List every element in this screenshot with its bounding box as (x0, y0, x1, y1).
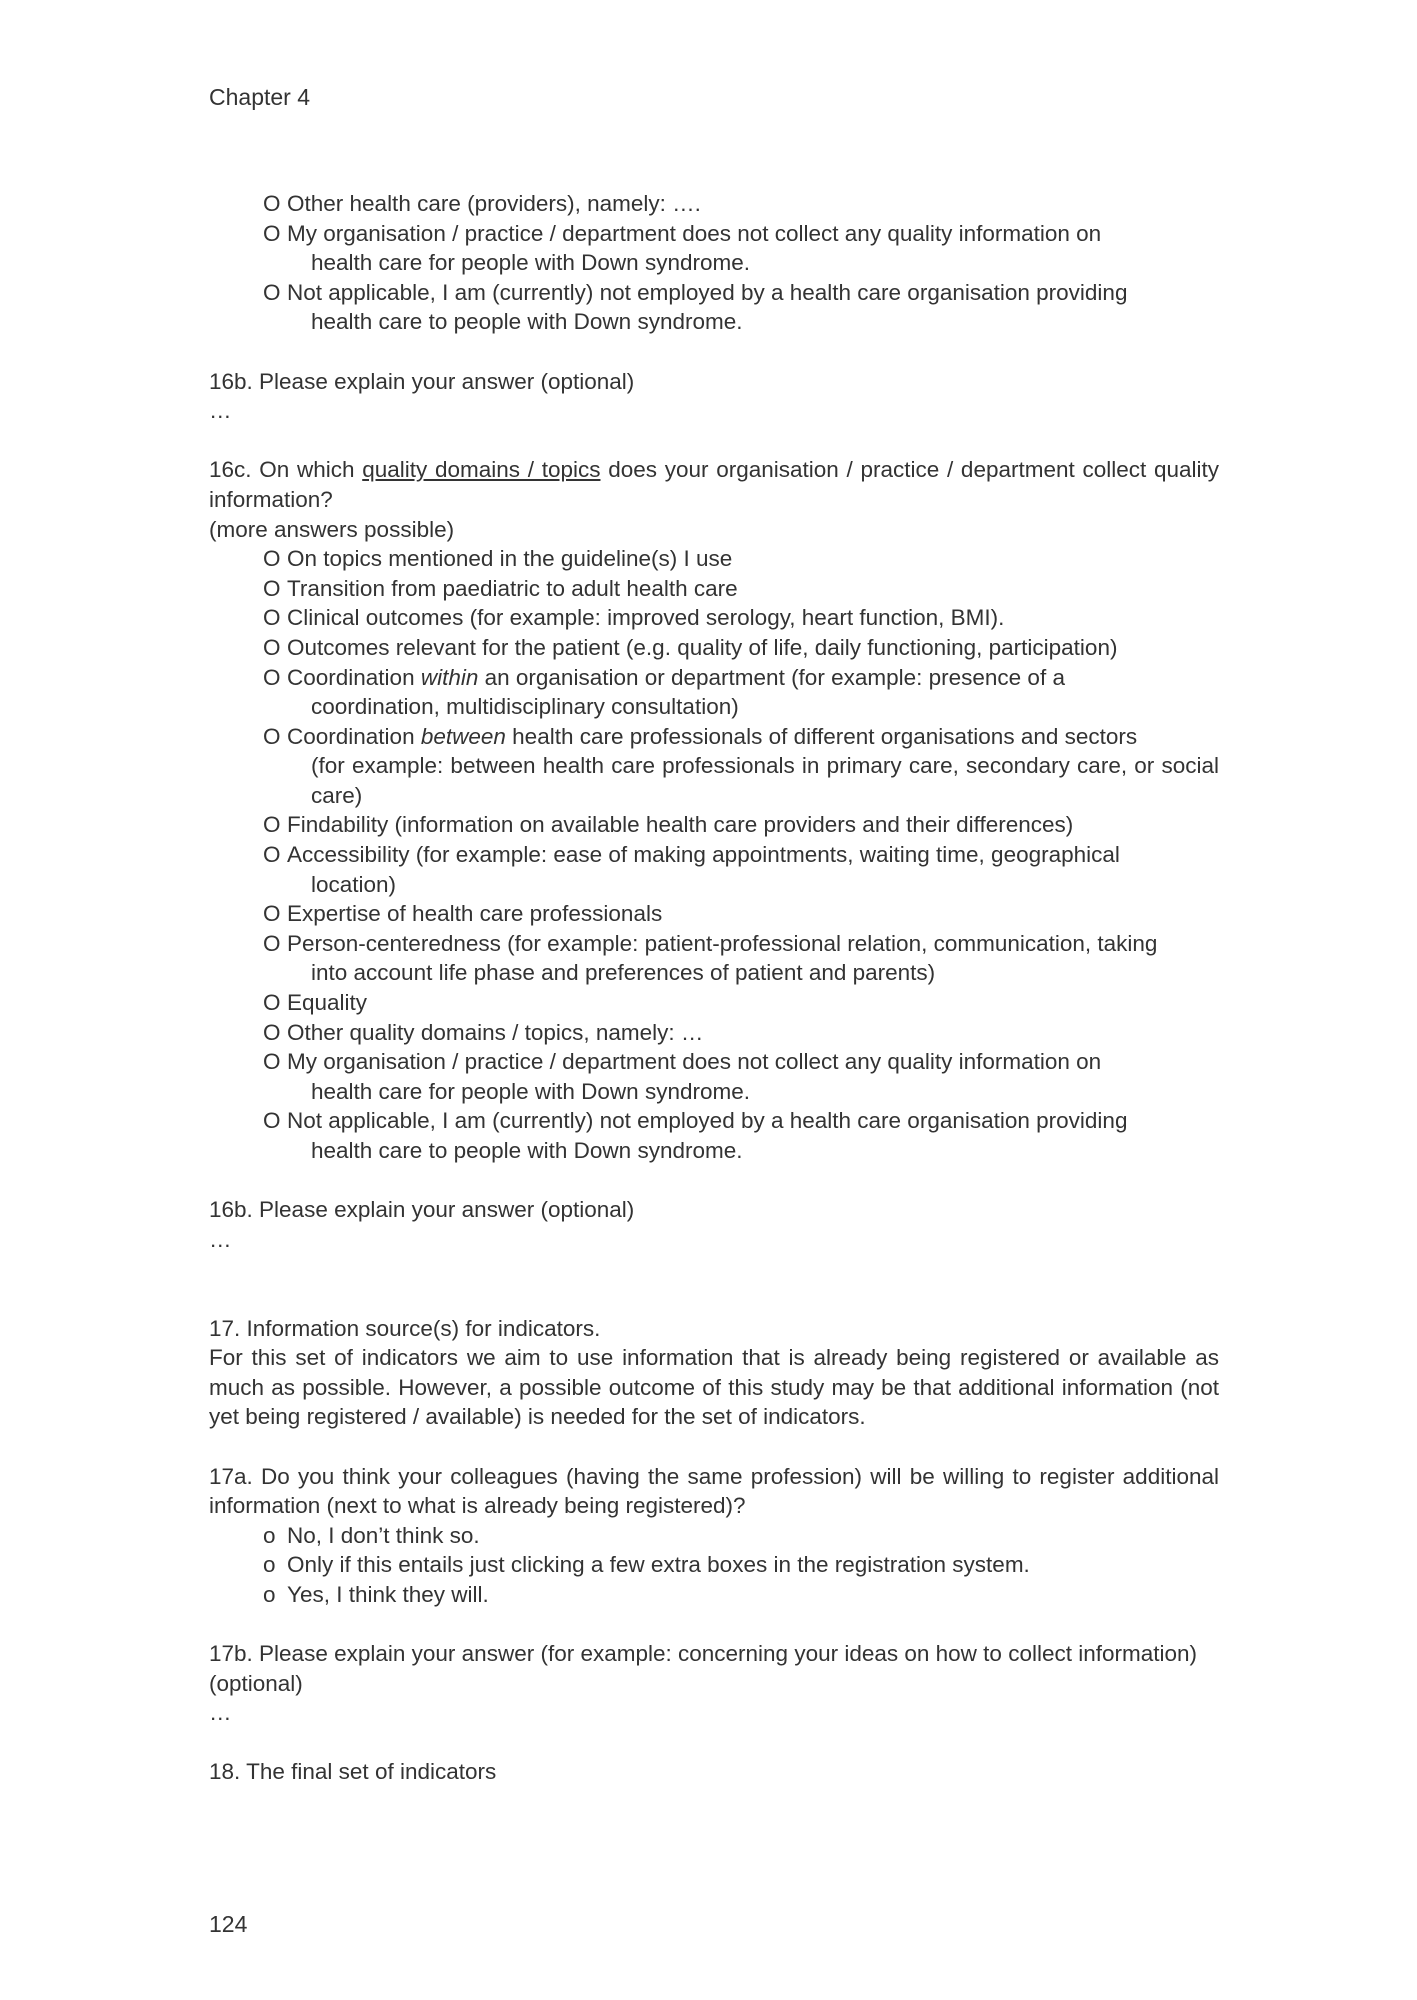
option-text-emphasis: within (420, 664, 479, 690)
radio-marker: O (263, 901, 281, 927)
q16c-note: (more answers possible) (209, 516, 455, 542)
list-item (263, 1550, 1219, 1580)
option-text-pre: Coordination (287, 664, 421, 690)
option-text-continued: coordination, multidisciplinary consultation) (311, 694, 739, 720)
list-item (263, 722, 1219, 811)
q16c-options (263, 544, 1219, 1165)
radio-marker: O (263, 930, 281, 956)
radio-marker: O (263, 575, 281, 601)
option-text-post: health care professionals of different organisations and sectors (505, 723, 1138, 749)
option-text-emphasis: between (420, 723, 506, 749)
q17b-answer: … (209, 1700, 234, 1726)
q16c-post: does your organisation / practice / department collect quality information? (209, 457, 1219, 512)
q16b-label-second: 16b. Please explain your answer (optional) (209, 1197, 635, 1223)
radio-marker: O (263, 990, 281, 1016)
q16b-answer: … (209, 398, 234, 424)
list-item (263, 1580, 1219, 1610)
radio-marker: O (263, 1049, 281, 1075)
radio-marker: O (263, 812, 281, 838)
option-text: Expertise of health care professionals (287, 901, 663, 927)
list-item (263, 603, 1219, 633)
radio-marker: O (263, 220, 281, 246)
radio-marker: O (263, 605, 281, 631)
q16b-label: 16b. Please explain your answer (optional) (209, 368, 635, 394)
radio-marker: o (263, 1552, 276, 1578)
radio-marker: O (263, 842, 281, 868)
list-item (263, 1106, 1219, 1165)
q17b-question: 17b. Please explain your answer (for example: concerning your ideas on how to collect information) (209, 1641, 1198, 1667)
list-item (263, 1521, 1219, 1551)
q17b-note: (optional) (209, 1670, 303, 1696)
q18-title: 18. The final set of indicators (209, 1759, 497, 1785)
option-text-post: an organisation or department (for example: presence of a (478, 664, 1065, 690)
radio-marker: O (263, 1019, 281, 1045)
page-content (209, 189, 1219, 1787)
option-text: Accessibility (for example: ease of making appointments, waiting time, geographical (287, 842, 1120, 868)
radio-marker: o (263, 1522, 276, 1548)
option-text-continued: health care to people with Down syndrome. (311, 1138, 743, 1163)
radio-marker: O (263, 191, 281, 216)
option-text: Other quality domains / topics, namely: … (287, 1019, 704, 1045)
option-text-pre: Coordination (287, 723, 421, 749)
list-item (263, 633, 1219, 663)
radio-marker: O (263, 279, 281, 305)
radio-marker: O (263, 664, 281, 690)
q16c-pre: 16c. On which (209, 457, 363, 483)
option-text: My organisation / practice / department does not collect any quality information on (287, 1049, 1102, 1075)
q17-title: 17. Information source(s) for indicators. (209, 1315, 601, 1341)
option-text: Other health care (providers), namely: …. (287, 191, 701, 216)
option-text: Findability (information on available health care providers and their differences) (287, 812, 1074, 838)
list-item (263, 1018, 1219, 1048)
q16c-question (209, 455, 1219, 514)
list-item (263, 219, 1219, 278)
option-text: My organisation / practice / department does not collect any quality information on (287, 220, 1102, 246)
option-text: Only if this entails just clicking a few extra boxes in the registration system. (287, 1552, 1030, 1578)
radio-marker: O (263, 1108, 281, 1134)
radio-marker: O (263, 634, 281, 660)
option-text-continued: health care to people with Down syndrome. (311, 309, 743, 335)
list-item (263, 929, 1219, 988)
q16c-underlined: quality domains / topics (362, 457, 601, 483)
option-text: On topics mentioned in the guideline(s) I use (287, 546, 733, 572)
q17-body: For this set of indicators we aim to use information that is already being registered or available as much as possible. However, a possible outcome of this study may be that additional information (not yet being registered / available) is needed for the set of indicators. (209, 1345, 1219, 1430)
option-text: Transition from paediatric to adult health care (287, 575, 738, 601)
q17a-options (263, 1521, 1219, 1610)
list-item (263, 1047, 1219, 1106)
running-head: Chapter 4 (209, 84, 311, 110)
list-item (263, 278, 1219, 337)
option-text-continued: into account life phase and preferences of patient and parents) (311, 960, 936, 986)
option-text-continued: health care for people with Down syndrome. (311, 250, 750, 276)
option-text: Outcomes relevant for the patient (e.g. quality of life, daily functioning, participation) (287, 634, 1118, 660)
q17a-question: 17a. Do you think your colleagues (having the same profession) will be willing to register additional information (next to what is already being registered)? (209, 1463, 1219, 1519)
list-item (263, 810, 1219, 840)
radio-marker: O (263, 546, 281, 572)
list-item (263, 544, 1219, 574)
option-text (287, 722, 1219, 752)
list-item (263, 840, 1219, 899)
option-text: Yes, I think they will. (287, 1581, 489, 1607)
q16a-options (263, 189, 1219, 337)
list-item (263, 663, 1219, 722)
option-text-continued: health care for people with Down syndrome. (311, 1078, 750, 1104)
option-text (287, 663, 1219, 693)
option-text: Equality (287, 990, 368, 1016)
option-text-continued: location) (311, 871, 397, 897)
radio-marker: O (263, 723, 281, 749)
option-text: Clinical outcomes (for example: improved serology, heart function, BMI). (287, 605, 1005, 631)
list-item (263, 574, 1219, 604)
option-text: Person-centeredness (for example: patient-professional relation, communication, taking (287, 930, 1158, 956)
list-item (263, 189, 1219, 219)
option-text: No, I don’t think so. (287, 1522, 480, 1548)
list-item (263, 899, 1219, 929)
radio-marker: o (263, 1581, 276, 1607)
page-number: 124 (209, 1911, 248, 1937)
list-item (263, 988, 1219, 1018)
option-text-continued: (for example: between health care professionals in primary care, secondary care, or social care) (311, 753, 1219, 808)
q16b-answer-second: … (209, 1226, 234, 1252)
option-text: Not applicable, I am (currently) not employed by a health care organisation providing (287, 1108, 1128, 1134)
option-text: Not applicable, I am (currently) not employed by a health care organisation providing (287, 279, 1128, 305)
